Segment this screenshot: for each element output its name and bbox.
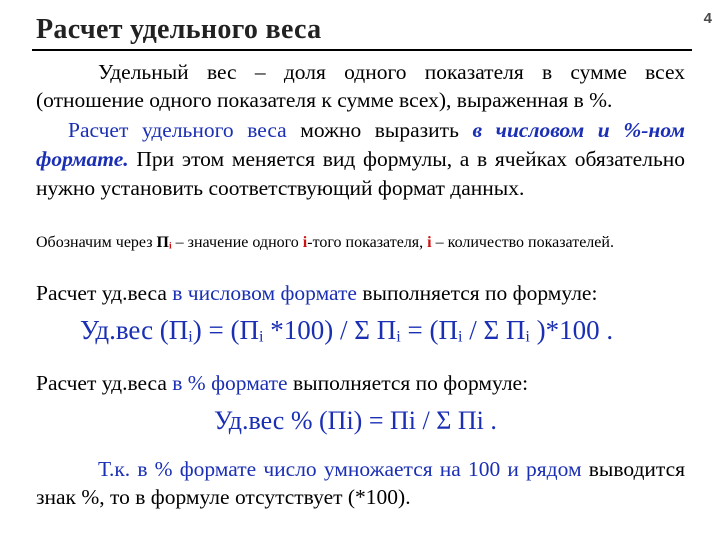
- note-rest: выводится знак %, то в формуле отсутствует (*100).: [36, 457, 685, 509]
- notation-text-a: Обозначим через: [36, 234, 157, 251]
- page-number: 4: [703, 10, 712, 27]
- percent-text-b: выполняется по формуле:: [287, 371, 529, 395]
- numeric-format-paragraph: [36, 279, 685, 307]
- title-underline: [32, 49, 692, 51]
- note-paragraph: [36, 455, 685, 511]
- formula-percent: Уд.вес % (Пi) = Пi / Σ Пi .: [214, 406, 497, 435]
- format-text-a: можно выразить: [286, 118, 473, 142]
- notation-text-b: – значение одного: [171, 234, 303, 251]
- note-colored: Т.к. в % формате число умножается на 100 и рядом: [98, 457, 582, 481]
- notation-i-symbol: i: [302, 234, 308, 251]
- notation-paragraph: [36, 230, 685, 258]
- notation-pi-symbol: $П_i$: [156, 234, 172, 252]
- format-text-b: При этом меняется вид формулы, а в ячейках обязательно нужно установить соответствующий формат данных.: [36, 147, 685, 200]
- percent-text-a: Расчет уд.веса: [36, 371, 173, 395]
- slide-title: Расчет удельного веса: [36, 14, 322, 45]
- notation-i-symbol-2: i: [427, 234, 432, 251]
- numeric-highlight: в числовом формате: [172, 281, 357, 305]
- notation-text-d: – количество показателей.: [431, 234, 614, 251]
- formula-numeric: Уд.вес $(П_i) = (П_i$ *100) / Σ $П_i = (П_i / \Sigma$ $П_i$ )*100 .: [80, 315, 614, 346]
- percent-format-paragraph: [36, 369, 685, 397]
- format-emphasis: в числовом и %-ном формате.: [36, 118, 685, 171]
- format-paragraph: [36, 116, 685, 203]
- percent-highlight: в % формате: [172, 371, 288, 395]
- definition-text: Удельный вес – доля одного показателя в сумме всех (отношение одного показателя к сумме всех), выраженная в %.: [36, 60, 685, 112]
- numeric-text-b: выполняется по формуле:: [356, 281, 598, 305]
- notation-text-c: -того показателя,: [307, 234, 428, 251]
- numeric-text-a: Расчет уд.веса: [36, 281, 173, 305]
- format-highlight: Расчет удельного веса: [68, 118, 287, 142]
- definition-paragraph: [36, 58, 685, 114]
